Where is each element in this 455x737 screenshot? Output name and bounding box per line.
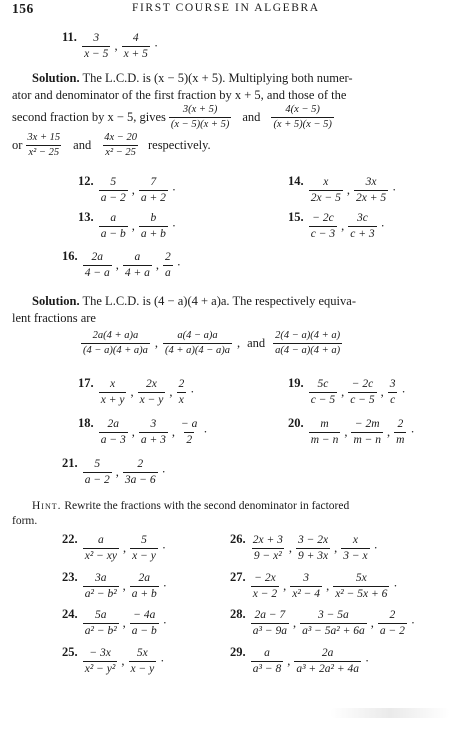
separator: ·	[393, 579, 398, 593]
solution-text: The L.C.D. is (4 − a)(4 + a)a. The respectively equiva-	[82, 294, 356, 308]
exercise-number: 18.	[78, 416, 94, 430]
exercise-number: 29.	[230, 645, 246, 659]
separator: ·	[162, 579, 167, 593]
separator: ·	[410, 425, 415, 439]
exercise-number: 12.	[78, 174, 94, 188]
solution-line	[12, 132, 455, 159]
denominator: x² − y²	[84, 663, 116, 675]
hint-text: form.	[12, 515, 38, 527]
fraction	[123, 251, 152, 280]
numerator: 5c	[317, 378, 329, 390]
fraction-list	[97, 378, 197, 407]
numerator: a	[264, 647, 270, 659]
exercise-number: 27.	[230, 570, 246, 584]
separator: ,	[115, 258, 119, 272]
numerator: − a	[181, 418, 198, 430]
denominator: x + y	[100, 394, 125, 406]
denominator: a − 2	[100, 192, 126, 204]
exercise-number: 14.	[288, 174, 304, 188]
numerator: 3c	[357, 212, 368, 224]
numerator: 5a	[94, 609, 107, 621]
separator: ·	[161, 465, 166, 479]
denominator: 2x + 5	[356, 192, 387, 204]
numerator: 3	[150, 418, 157, 430]
fraction	[378, 609, 407, 638]
solution-text: The L.C.D. is (x − 5)(x + 5). Multiplying both numer-	[82, 71, 353, 85]
fraction	[138, 378, 166, 407]
numerator: a	[98, 534, 104, 546]
separator: ,	[287, 654, 291, 668]
numerator: 2x	[146, 378, 157, 390]
numerator: 2a	[321, 647, 334, 659]
numerator: 3 − 5a	[318, 609, 349, 621]
numerator: m	[320, 418, 329, 430]
numerator: 2x + 3	[252, 534, 283, 546]
fraction	[130, 534, 158, 563]
exercise-19	[288, 376, 408, 407]
denominator: a − 2	[84, 474, 110, 486]
denominator: 9 + 3x	[298, 550, 329, 562]
fraction: $\frac{a(4 - a)a}{(4 + a)(4 - a)a}$	[165, 330, 230, 356]
fraction	[333, 572, 389, 601]
fraction	[309, 212, 337, 241]
denominator: a³ − 8	[252, 663, 282, 675]
conjunction: and	[242, 110, 261, 124]
separator: ,	[288, 541, 292, 555]
numerator: 5x	[136, 647, 148, 659]
exercise-number: 16.	[62, 249, 78, 263]
fraction	[294, 647, 361, 676]
denominator: c − 3	[310, 228, 336, 240]
numerator: 3a	[94, 572, 107, 584]
numerator: 2a	[91, 251, 103, 263]
fraction	[179, 418, 199, 447]
numerator: 4	[132, 32, 139, 44]
solution-line	[12, 104, 455, 131]
fraction-list	[97, 212, 178, 241]
denominator: c + 3	[350, 228, 375, 240]
numerator: 3	[303, 572, 310, 584]
separator: ,	[283, 579, 287, 593]
fraction	[176, 378, 186, 407]
fraction	[354, 176, 388, 205]
exercise-13	[78, 210, 178, 241]
separator: ·	[171, 183, 177, 197]
exercise-11	[62, 30, 160, 61]
exercise-20	[288, 416, 417, 447]
fraction	[83, 609, 119, 638]
exercise-23	[62, 570, 169, 601]
fraction: $\frac{2a(4 + a)a}{(4 - a)(4 + a)a}$	[83, 330, 148, 356]
fraction-list	[81, 572, 169, 601]
exercise-24	[62, 607, 169, 638]
denominator: x − y	[139, 394, 164, 406]
denominator: a³ − 9a	[252, 625, 287, 637]
fraction	[348, 378, 376, 407]
numerator: − 2c	[312, 212, 334, 224]
page-header	[0, 1, 455, 17]
denominator: m − n	[353, 434, 382, 446]
solution-line	[12, 310, 455, 327]
numerator: − 2m	[354, 418, 380, 430]
fraction-list	[81, 458, 168, 487]
separator: ,	[341, 219, 345, 233]
separator: ·	[161, 541, 167, 555]
separator: ·	[160, 654, 165, 668]
exercise-number: 13.	[78, 210, 94, 224]
hint-label: Hint.	[32, 500, 62, 512]
fraction	[163, 251, 173, 280]
numerator: x	[323, 176, 329, 188]
fraction	[99, 212, 128, 241]
solution-text: second fraction by x − 5, gives	[12, 110, 166, 124]
denominator: 2	[186, 434, 193, 446]
solution-line	[12, 293, 455, 310]
fraction	[83, 534, 119, 563]
numerator: 2	[389, 609, 396, 621]
numerator: a	[110, 212, 117, 224]
exercise-number: 20.	[288, 416, 304, 430]
fraction	[348, 212, 376, 241]
fraction	[139, 418, 168, 447]
solution-label: Solution.	[32, 71, 80, 85]
separator: ,	[334, 541, 338, 555]
denominator: x² − xy	[84, 550, 118, 562]
numerator: 2	[178, 378, 185, 390]
numerator: b	[150, 212, 157, 224]
fraction-list	[97, 418, 210, 447]
separator: ,	[171, 425, 176, 439]
fraction	[351, 418, 383, 447]
numerator: x	[110, 378, 116, 390]
separator: ,	[130, 385, 134, 399]
denominator: a + 3	[140, 434, 166, 446]
numerator: 3 − 2x	[298, 534, 329, 546]
exercise-27	[230, 570, 400, 601]
separator: ,	[380, 385, 384, 399]
fraction	[99, 418, 128, 447]
denominator: a + b	[131, 588, 157, 600]
denominator: x − 2	[252, 588, 278, 600]
numerator: 2	[397, 418, 404, 430]
denominator: x² − 4	[292, 588, 321, 600]
separator: ,	[115, 465, 119, 479]
separator: ·	[392, 183, 397, 197]
exercise-number: 28.	[230, 607, 246, 621]
fraction	[83, 458, 112, 487]
separator: ·	[190, 385, 195, 399]
fraction	[251, 647, 283, 676]
separator: ,	[131, 183, 135, 197]
denominator: x + 5	[123, 48, 148, 60]
separator: ,	[121, 654, 125, 668]
exercise-26	[230, 532, 380, 563]
exercise-21	[62, 456, 168, 487]
fraction	[129, 647, 157, 676]
exercise-17	[78, 376, 196, 407]
denominator: 4 − a	[84, 267, 110, 279]
denominator: 3a − 6	[124, 474, 156, 486]
fraction	[296, 534, 330, 563]
separator: ,	[387, 425, 391, 439]
page-number: 156	[12, 1, 34, 16]
exercise-number: 22.	[62, 532, 78, 546]
exercise-18	[78, 416, 210, 447]
exercise-number: 26.	[230, 532, 246, 546]
denominator: x² − 5x + 6	[335, 588, 388, 600]
numerator: 7	[150, 176, 157, 188]
fraction	[309, 418, 341, 447]
fraction	[251, 534, 285, 563]
exercise-number: 21.	[62, 456, 78, 470]
denominator: a³ − 5a² + 6a	[302, 625, 365, 637]
exercise-12	[78, 174, 178, 205]
denominator: c	[390, 394, 396, 406]
exercise-number: 15.	[288, 210, 304, 224]
exercise-15	[288, 210, 387, 241]
separator: ·	[176, 258, 181, 272]
fraction	[290, 572, 322, 601]
denominator: x − 5	[84, 48, 109, 60]
exercise-28	[230, 607, 417, 638]
fraction-list	[249, 609, 417, 638]
solution-text: ator and denominator of the first fraction by x + 5, and those of the	[12, 88, 347, 102]
fraction-list	[307, 378, 408, 407]
fraction	[83, 647, 118, 676]
fraction	[251, 572, 279, 601]
numerator: 5	[94, 458, 101, 470]
numerator: a	[134, 251, 141, 263]
separator: ,	[131, 219, 135, 233]
separator: ·	[401, 385, 406, 399]
hint-text: Rewrite the fractions with the second denominator in factored	[64, 500, 350, 512]
denominator: a	[165, 267, 171, 279]
separator: ,	[122, 616, 126, 630]
fraction	[300, 609, 367, 638]
fraction-list	[249, 534, 380, 563]
exercise-25	[62, 645, 166, 676]
fraction-list	[81, 534, 168, 563]
separator: ,	[292, 616, 297, 630]
denominator: 9 − x²	[253, 550, 282, 562]
solution-text: or	[12, 138, 23, 152]
separator: ,	[344, 425, 348, 439]
solution-label: Solution.	[32, 294, 80, 308]
numerator: − 4a	[133, 609, 156, 621]
fraction	[394, 418, 406, 447]
denominator: a + 2	[140, 192, 166, 204]
separator: ·	[162, 616, 167, 630]
numerator: x	[352, 534, 358, 546]
fraction	[309, 378, 337, 407]
exercise-number: 17.	[78, 376, 94, 390]
fraction: $\frac{3(x + 5)}{(x - 5)(x + 5)}$	[170, 104, 230, 130]
fraction-list	[97, 176, 178, 205]
fraction: $\frac{3x + 15}{\text{x² − 25}}$	[27, 132, 61, 158]
denominator: a + b	[140, 228, 166, 240]
fraction: $\frac{4x - 20}{\text{x² − 25}}$	[104, 132, 137, 158]
separator: ,	[155, 258, 160, 272]
numerator: 3	[93, 32, 100, 44]
fraction-list	[81, 609, 169, 638]
numerator: − 2x	[254, 572, 276, 584]
fraction	[123, 458, 158, 487]
denominator: a − 3	[100, 434, 126, 446]
fraction	[139, 212, 168, 241]
numerator: 2a − 7	[254, 609, 286, 621]
separator: ·	[153, 39, 159, 53]
separator: ·	[203, 425, 208, 439]
solution-text: respectively.	[147, 138, 211, 152]
exercise-number: 24.	[62, 607, 78, 621]
fraction	[139, 176, 168, 205]
running-head: FIRST COURSE IN ALGEBRA	[132, 2, 320, 14]
fraction-list	[307, 212, 387, 241]
fraction-list	[249, 647, 371, 676]
denominator: a² − b²	[84, 588, 117, 600]
fraction	[388, 378, 398, 407]
solution-line	[12, 87, 455, 104]
conjunction: and	[247, 336, 266, 350]
separator: ,	[326, 579, 330, 593]
exercise-number: 23.	[62, 570, 78, 584]
exercise-22	[62, 532, 168, 563]
denominator: 3 − x	[343, 550, 368, 562]
numerator: 5	[141, 534, 147, 546]
denominator: c − 5	[310, 394, 336, 406]
fraction-list	[307, 176, 399, 205]
fraction	[122, 32, 150, 61]
denominator: a − 2	[379, 625, 405, 637]
numerator: 5x	[355, 572, 367, 584]
denominator: a³ + 2a² + 4a	[296, 663, 360, 675]
fraction-list	[307, 418, 417, 447]
fraction	[99, 378, 127, 407]
fraction	[82, 32, 110, 61]
solution-text: lent fractions are	[12, 311, 96, 325]
equivalent-fractions: $\frac{2a(4 + a)a}{(4 - a)(4 + a)a}$ , $\frac{a(4 - a)a}{(4 + a)(4 - a)a}$ , and $\frac{2(4 - a)(4 + a)}{a(4 - a)(4 + a)}$	[83, 330, 341, 356]
fraction	[130, 609, 159, 638]
fraction-list	[81, 647, 167, 676]
denominator: a − b	[131, 625, 157, 637]
separator: ·	[365, 654, 370, 668]
fraction	[83, 572, 119, 601]
fraction	[99, 176, 128, 205]
denominator: 4 + a	[124, 267, 150, 279]
fraction	[251, 609, 289, 638]
denominator: x − y	[132, 550, 156, 562]
denominator: a − b	[100, 228, 126, 240]
conjunction: and	[73, 138, 92, 152]
denominator: m − n	[310, 434, 339, 446]
denominator: m	[396, 434, 405, 446]
fraction	[83, 251, 112, 280]
fraction-list	[249, 572, 400, 601]
fraction: $\frac{2(4 - a)(4 + a)}{a(4 - a)(4 + a)}$	[275, 330, 341, 356]
numerator: 5	[110, 176, 117, 188]
fraction-list	[81, 251, 183, 280]
denominator: 2x − 5	[310, 192, 341, 204]
scan-smudge	[330, 708, 450, 718]
exercise-14	[288, 174, 398, 205]
separator: ,	[114, 39, 118, 53]
exercise-number: 19.	[288, 376, 304, 390]
numerator: 2	[137, 458, 144, 470]
exercise-number: 11.	[62, 30, 77, 44]
numerator: 2a	[138, 572, 151, 584]
numerator: 2a	[107, 418, 119, 430]
separator: ,	[169, 385, 173, 399]
exercise-29	[230, 645, 371, 676]
denominator: x	[178, 394, 184, 406]
fraction: $\frac{4(x - 5)}{(x + 5)(x - 5)}$	[273, 104, 332, 130]
separator: ,	[341, 385, 345, 399]
fraction	[309, 176, 343, 205]
solution-line	[12, 70, 455, 87]
separator: ,	[346, 183, 350, 197]
separator: ,	[131, 425, 135, 439]
fraction	[341, 534, 369, 563]
separator: ,	[122, 579, 126, 593]
fraction-list	[80, 32, 160, 61]
denominator: a² − b²	[84, 625, 117, 637]
denominator: x − y	[130, 663, 155, 675]
hint-line	[12, 513, 455, 530]
denominator: c − 5	[350, 394, 375, 406]
separator: ·	[373, 541, 378, 555]
numerator: 3	[389, 378, 396, 390]
separator: ,	[370, 616, 374, 630]
exercise-16	[62, 249, 183, 280]
separator: ·	[410, 616, 416, 630]
numerator: 3x	[365, 176, 377, 188]
numerator: − 3x	[89, 647, 111, 659]
numerator: 2	[165, 251, 171, 263]
exercise-number: 25.	[62, 645, 78, 659]
separator: ·	[171, 219, 177, 233]
separator: ,	[123, 541, 127, 555]
fraction	[130, 572, 159, 601]
separator: ·	[380, 219, 385, 233]
numerator: − 2c	[351, 378, 374, 390]
